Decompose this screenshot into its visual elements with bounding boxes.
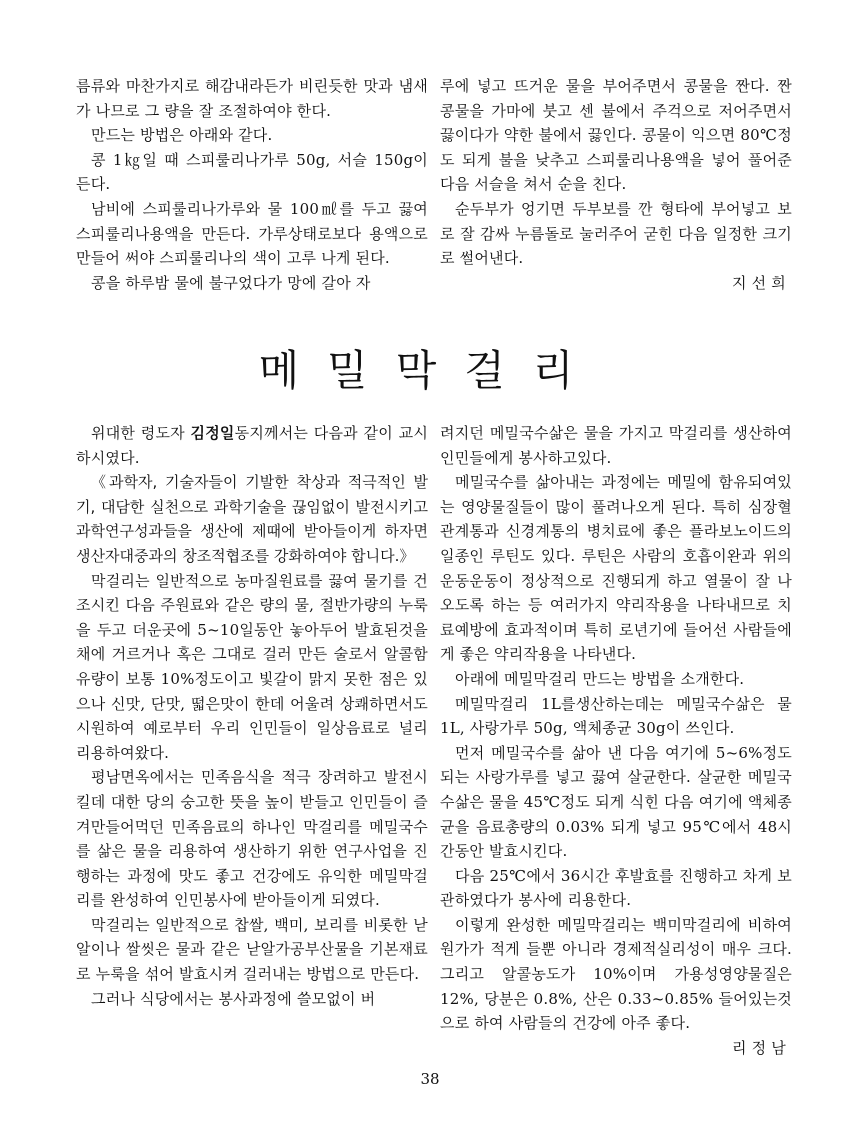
article-left-column xyxy=(76,421,428,1011)
paragraph: 메밀국수를 삶아내는 과정에는 메밀에 함유되여있는 영양물질들이 많이 풀려나오게 된다. 특히 심장혈관계통과 신경계통의 병치료에 좋은 플라보노이드의 일종인 루틴도 있다. 루틴은 사람의 호흡이완과 위의 운동운동이 정상적으로 진행되게 하고 열물이 잘 나오도록 하는 등 여러가지 약리작용을 나타내므로 치료예방에 효과적이며 특히 로년기에 들어선 사람들에게 좋은 약리작용을 나타낸다. xyxy=(440,473,792,664)
paragraph: 막걸리는 일반적으로 농마질원료를 끓여 물기를 건조시킨 다음 주원료와 같은 량의 물, 절반가량의 누룩을 두고 더운곳에 5~10일동안 놓아두어 발효된것을 채에 거르거나 혹은 그대로 걸러 만든 술로서 알콜함유량이 보통 10%정도이고 빛갈이 맑지 못한 점은 있으나 신맛, 단맛, 떫은맛이 한데 어울려 상쾌하면서도 시원하여 예로부터 우리 인민들이 일상음료로 널리 리용하여왔다. xyxy=(76,571,428,762)
prev-article-right-column xyxy=(440,74,792,295)
paragraph: 름류와 마찬가지로 해감내라든가 비린듯한 맛과 냄새가 나므로 그 량을 잘 조절하여야 한다. xyxy=(76,77,428,120)
article-title: 메밀막걸리 xyxy=(258,346,602,395)
paragraph: 려지던 메밀국수삶은 물을 가지고 막걸리를 생산하여 인민들에게 봉사하고있다. xyxy=(440,424,792,467)
paragraph: 아래에 메밀막걸리 만드는 방법을 소개한다. xyxy=(455,669,745,688)
author-signature: 리 정 남 xyxy=(731,1038,786,1057)
paragraph: 먼저 메밀국수를 삶아 낸 다음 여기에 5~6%정도 되는 사랑가루를 넣고 끓여 살균한다. 살균한 메밀국수삶은 물을 45℃정도 되게 식힌 다음 여기에 액체종균을 음료총량의 0.03% 되게 넣고 95℃에서 48시간동안 발효시킨다. xyxy=(440,743,792,861)
paragraph: 평남면옥에서는 민족음식을 적극 장려하고 발전시킬데 대한 당의 숭고한 뜻을 높이 받들고 인민들이 즐겨만들어먹던 민족음료의 하나인 막걸리를 메밀국수를 삶은 물을 리용하여 생산하기 위한 연구사업을 진행하는 과정에 맛도 좋고 건강에도 유익한 메밀막걸리를 완성하여 인민봉사에 받아들이게 되였다. xyxy=(76,768,428,910)
paragraph: 이렇게 완성한 메밀막걸리는 백미막걸리에 비하여 원가가 적게 들뿐 아니라 경제적실리성이 매우 크다. 그리고 알콜농도가 10%이며 가용성영양물질은 12%, 당분은 0.8%, 산은 0.33~0.85% 들어있는것으로 하여 사람들의 건강에 아주 좋다. xyxy=(440,915,792,1033)
paragraph: 순두부가 엉기면 두부보를 깐 형타에 부어넣고 보로 잘 감싸 누름돌로 눌러주어 굳힌 다음 일정한 크기로 썰어낸다. xyxy=(440,199,792,268)
page-number: 38 xyxy=(420,1070,440,1088)
paragraph: 남비에 스피룰리나가루와 물 100㎖를 두고 끓여 스피룰리나용액을 만든다. 가루상태로보다 용액으로 만들어 써야 스피룰리나의 색이 고루 나게 된다. xyxy=(76,199,428,268)
paragraph: 메밀막걸리 1L를생산하는데는 메밀국수삶은 물 1L, 사랑가루 50g, 액체종균 30g이 쓰인다. xyxy=(440,694,792,738)
paragraph: 콩 1㎏일 때 스피룰리나가루 50g, 서슬 150g이 든다. xyxy=(76,150,428,194)
author-signature: 지 선 희 xyxy=(731,273,786,292)
paragraph: 다음 25℃에서 36시간 후발효를 진행하고 차게 보관하였다가 봉사에 리용한다. xyxy=(440,866,792,910)
intro-after: 동지께서는 다음과 같이 교시하시였다. xyxy=(76,424,429,467)
paragraph: 콩을 하루밤 물에 불구었다가 망에 갈아 자 xyxy=(91,273,371,292)
leader-name: 김정일 xyxy=(190,424,235,442)
intro-before: 위대한 령도자 xyxy=(91,424,191,442)
paragraph: 그러나 식당에서는 봉사과정에 쓸모없이 버 xyxy=(91,989,376,1008)
prev-article-left-column xyxy=(76,74,428,295)
paragraph: 만드는 방법은 아래와 같다. xyxy=(91,126,273,145)
paragraph: 막걸리는 일반적으로 찹쌀, 백미, 보리를 비롯한 낟알이나 쌀씻은 물과 같은 낟알가공부산물을 기본재료로 누룩을 섞어 발효시켜 걸러내는 방법으로 만든다. xyxy=(76,915,428,984)
quotation: 《과학자, 기술자들이 기발한 착상과 적극적인 발기, 대담한 실천으로 과학기술을 끊임없이 발전시키고 과학연구성과들을 생산에 제때에 받아들이게 하자면 생산자대중과의 창조적협조를 강화하여야 합니다.》 xyxy=(76,473,428,565)
intro-paragraph xyxy=(76,421,428,470)
paragraph: 루에 넣고 뜨거운 물을 부어주면서 콩물을 짠다. 짠 콩물을 가마에 붓고 센 불에서 주걱으로 저어주면서 끓이다가 약한 불에서 끓인다. 콩물이 익으면 80℃정도 되게 불을 낮추고 스피룰리나용액을 넣어 풀어준 다음 서슬을 쳐서 순을 친다. xyxy=(440,77,792,194)
article-right-column xyxy=(440,421,792,1060)
